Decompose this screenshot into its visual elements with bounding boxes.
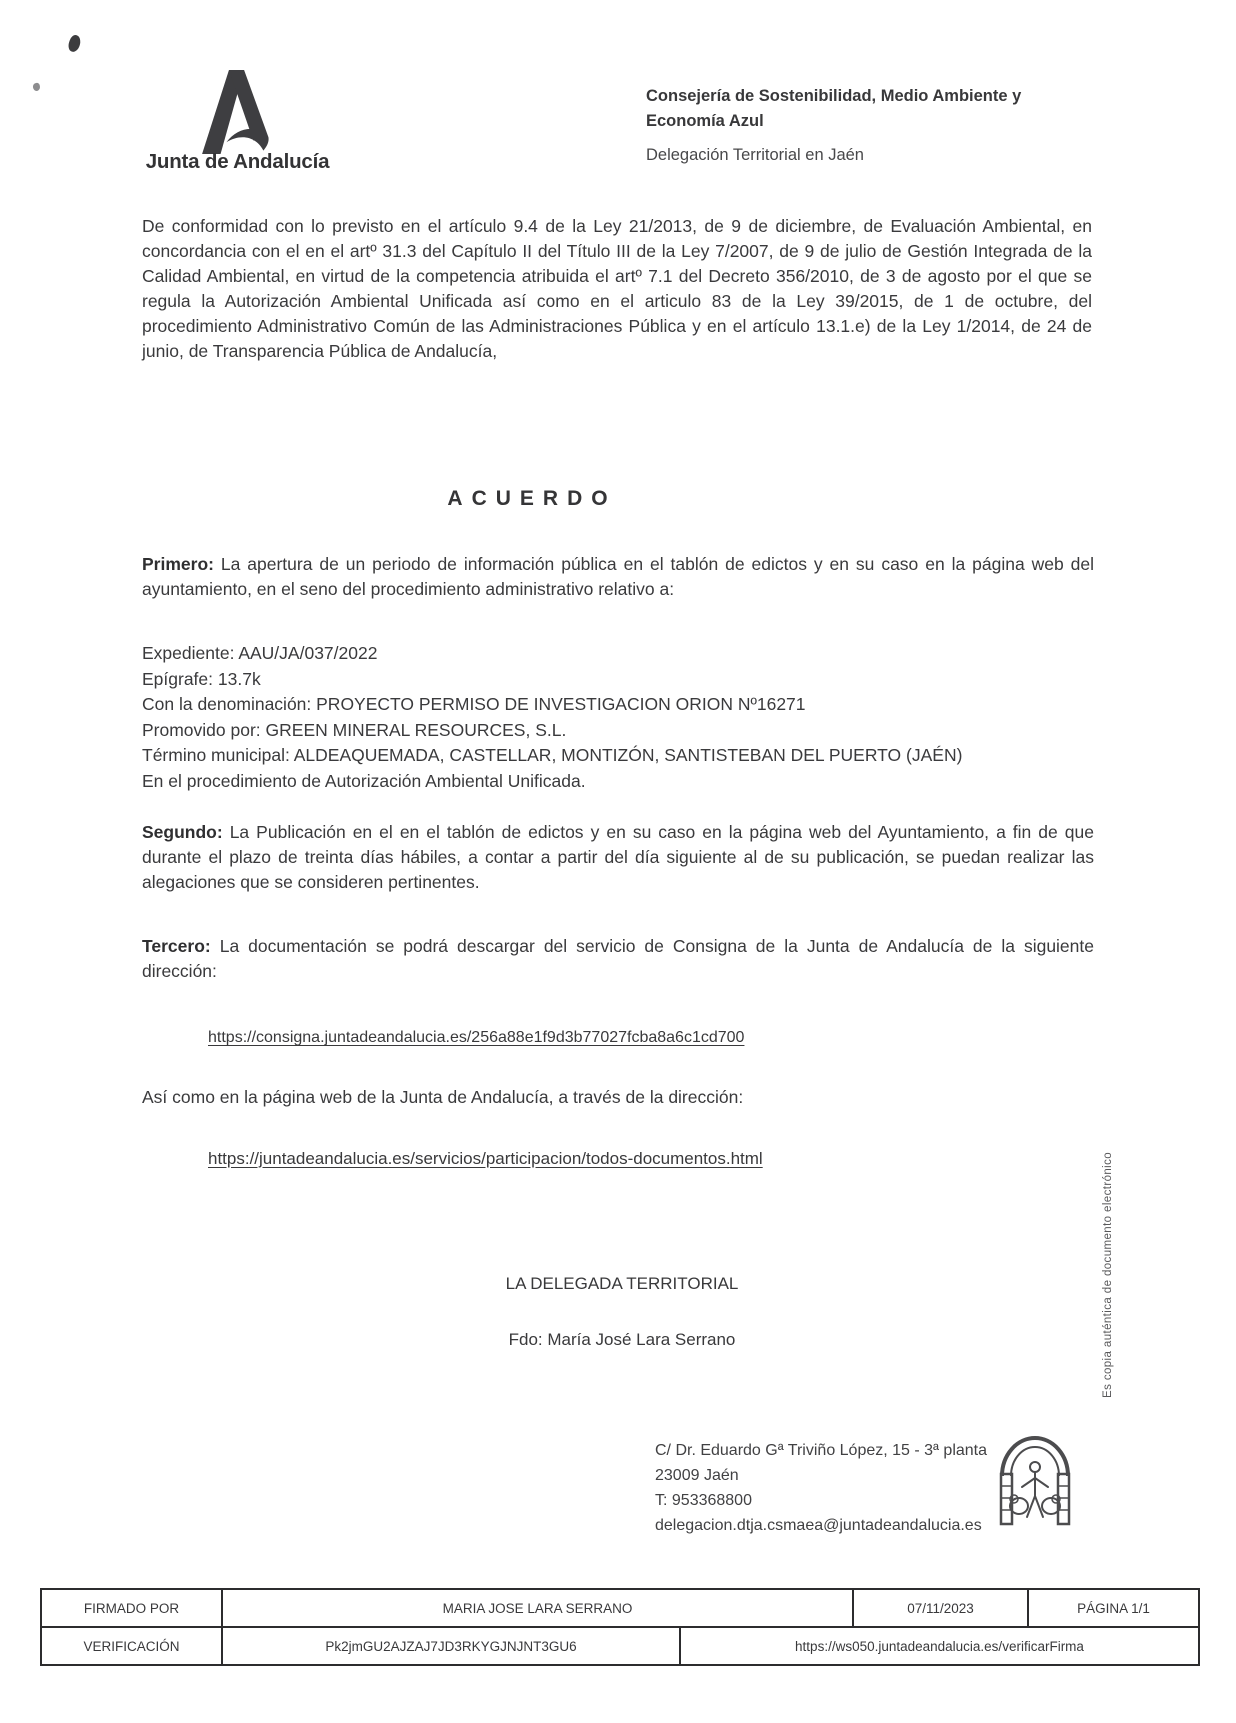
signed-date: 07/11/2023 <box>854 1590 1029 1626</box>
denominacion-line: Con la denominación: PROYECTO PERMISO DE INVESTIGACION ORION Nº16271 <box>142 694 806 714</box>
tercero-label: Tercero: <box>142 936 211 956</box>
primero-text: La apertura de un periodo de información pública en el tablón de edictos y en su caso en la página web del ayuntamiento, en el seno del procedimiento administrativo relativo a: <box>142 554 1094 599</box>
logo-caption: Junta de Andalucía <box>145 150 330 173</box>
signer-role: LA DELEGADA TERRITORIAL <box>505 1274 739 1293</box>
signed-by-label: FIRMADO POR <box>42 1590 223 1626</box>
coat-of-arms-emblem <box>998 1424 1072 1535</box>
verification-code: Pk2jmGU2AJZAJ7JD3RKYGJNJNT3GU6 <box>223 1628 681 1664</box>
segundo-text: La Publicación en el en el tablón de edictos y en su caso en la página web del Ayuntamiento, a fin de que durante el plazo de treinta días hábiles, a contar a partir del día siguiente al de su publicación, se puedan realizar las alegaciones que se consideren pertinentes. <box>142 822 1094 892</box>
authenticity-note: Es copia auténtica de documento electrónico <box>1102 1151 1114 1398</box>
scan-artifact <box>67 34 83 54</box>
org-name-line1: Consejería de Sostenibilidad, Medio Ambiente y <box>646 87 1022 105</box>
promovido-line: Promovido por: GREEN MINERAL RESOURCES, S.L. <box>142 719 567 740</box>
tercero-text: La documentación se podrá descargar del servicio de Consigna de la Junta de Andalucía de la siguiente dirección: <box>142 936 1094 981</box>
primero-label: Primero: <box>142 554 214 574</box>
contact-email: delegacion.dtja.csmaea@juntadeandalucia.es <box>655 1517 982 1534</box>
segundo-paragraph <box>142 820 1094 895</box>
table-row <box>42 1590 1198 1628</box>
org-name-line2: Economía Azul <box>646 112 764 130</box>
intro-paragraph: De conformidad con lo previsto en el artículo 9.4 de la Ley 21/2013, de 9 de diciembre, de Evaluación Ambiental, en concordancia con el en el artº 31.3 del Capítulo II del Título III de la Ley 7/2007, de 9 de julio de Gestión Integrada de la Calidad Ambiental, en virtud de la competencia atribuida el artº 7.1 del Decreto 356/2010, de 3 de agosto por el que se regula la Autorización Ambiental Unificada así como en el articulo 83 de la Ley 39/2015, de 1 de octubre, del procedimiento Administrativo Común de las Administraciones Pública y en el artículo 13.1.e) de la Ley 1/2014, de 24 de junio, de Transparencia Pública de Andalucía, <box>142 216 1092 361</box>
verification-url[interactable]: https://ws050.juntadeandalucia.es/verificarFirma <box>795 1638 1084 1654</box>
consigna-download-link[interactable]: https://consigna.juntadeandalucia.es/256a88e1f9d3b77027fcba8a6c1cd700 <box>208 1029 745 1046</box>
signed-by-value: MARIA JOSE LARA SERRANO <box>223 1590 854 1626</box>
expediente-block <box>142 641 1094 794</box>
contact-city: 23009 Jaén <box>655 1467 739 1484</box>
document-title: ACUERDO <box>447 487 617 510</box>
org-header <box>646 84 1086 168</box>
termino-line: Término municipal: ALDEAQUEMADA, CASTELLAR, MONTIZÓN, SANTISTEBAN DEL PUERTO (JAÉN) <box>142 745 963 765</box>
page-indicator: PÁGINA 1/1 <box>1077 1600 1150 1616</box>
junta-logo-icon <box>192 70 276 159</box>
verification-table <box>40 1588 1200 1666</box>
participacion-link[interactable]: https://juntadeandalucia.es/servicios/participacion/todos-documentos.html <box>208 1149 763 1168</box>
contact-address: C/ Dr. Eduardo Gª Triviño López, 15 - 3ª planta <box>655 1442 988 1459</box>
primero-paragraph <box>142 552 1094 602</box>
contact-block <box>655 1438 987 1538</box>
epigrafe-line: Epígrafe: 13.7k <box>142 668 261 689</box>
table-row <box>42 1628 1198 1664</box>
delegation-line: Delegación Territorial en Jaén <box>646 146 864 164</box>
verification-label: VERIFICACIÓN <box>42 1628 223 1664</box>
contact-phone: T: 953368800 <box>655 1492 752 1509</box>
expediente-line: Expediente: AAU/JA/037/2022 <box>142 643 378 663</box>
tercero-paragraph <box>142 934 1094 984</box>
signer-name: Fdo: María José Lara Serrano <box>508 1330 736 1349</box>
asi-como-line: Así como en la página web de la Junta de Andalucía, a través de la dirección: <box>142 1087 744 1107</box>
segundo-label: Segundo: <box>142 822 223 842</box>
procedimiento-line: En el procedimiento de Autorización Ambiental Unificada. <box>142 770 586 791</box>
scan-artifact <box>32 82 40 91</box>
